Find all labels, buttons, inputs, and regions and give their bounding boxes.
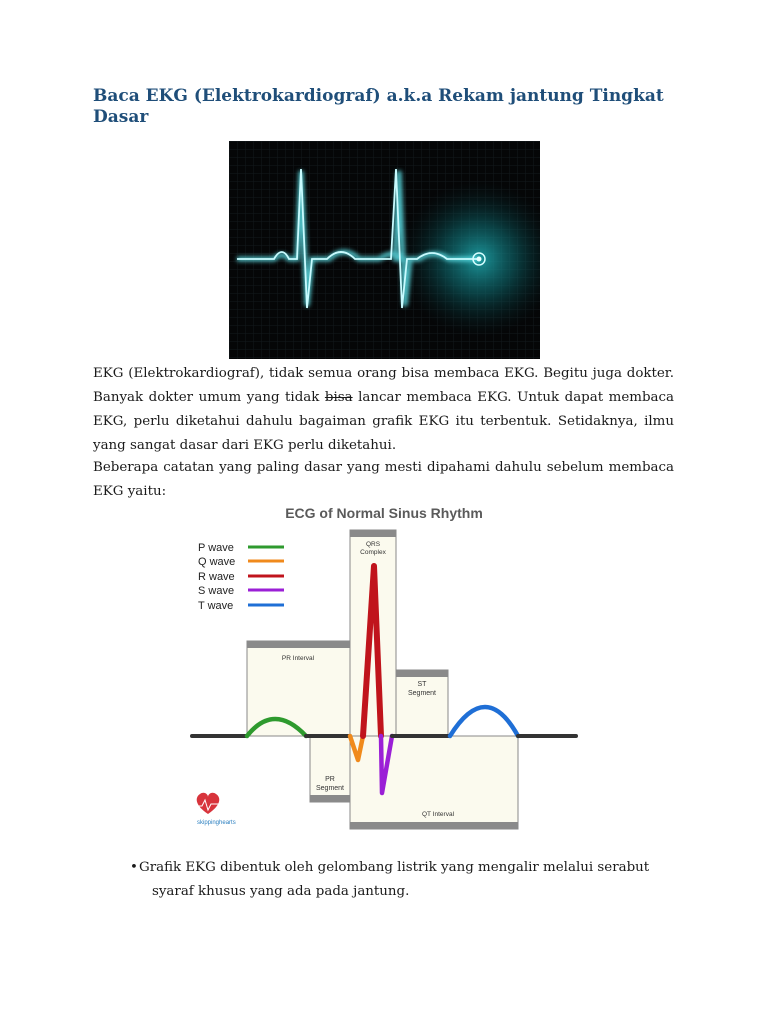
- qt-interval-box: [350, 736, 518, 829]
- legend-r-label: R wave: [198, 571, 235, 583]
- pr-interval-label: PR Interval: [281, 655, 315, 662]
- ecg-heartbeat-image: [229, 141, 540, 359]
- legend-q-label: Q wave: [198, 556, 236, 568]
- ecg-normal-sinus-rhythm-diagram: [188, 498, 580, 836]
- st-label-2: Segment: [407, 690, 437, 697]
- struck-word: bisa: [324, 390, 353, 405]
- logo-text: skippinghearts: [197, 820, 236, 826]
- notes-paragraph: Beberapa catatan yang paling dasar yang mesti dipahami dahulu sebelum membaca EKG yaitu:: [93, 460, 674, 499]
- bullet-item-1: [130, 856, 674, 904]
- legend-s-label: S wave: [198, 585, 235, 597]
- t-wave: [450, 707, 518, 736]
- legend: [198, 542, 284, 612]
- document-title: Baca EKG (Elektrokardiograf) a.k.a Rekam jantung Tingkat Dasar: [93, 86, 664, 127]
- pr-segment-label-2: Segment: [315, 785, 345, 792]
- diagram-title: ECG of Normal Sinus Rhythm: [285, 505, 483, 521]
- intro-paragraph: [93, 362, 674, 458]
- pr-segment-label-1: PR: [325, 776, 335, 783]
- skippinghearts-logo: [196, 793, 236, 826]
- qrs-label-2: Complex: [360, 549, 386, 556]
- pr-segment-box: [310, 736, 350, 802]
- bullet-text-line1: Grafik EKG dibentuk oleh gelombang listrik yang mengalir melalui serabut: [139, 860, 650, 875]
- qrs-complex-box: [350, 530, 396, 736]
- st-label-1: ST: [417, 681, 427, 688]
- st-segment-box: [396, 670, 448, 736]
- intro-text-a: EKG (Elektrokardiograf), tidak semua orang bisa membaca EKG. Begitu juga dokter. Banyak dokter umum yang tidak: [93, 366, 674, 405]
- qt-interval-label: QT Interval: [421, 811, 455, 818]
- legend-p-label: P wave: [198, 542, 234, 554]
- legend-t-label: T wave: [198, 600, 234, 612]
- bullet-text-line2: syaraf khusus yang ada pada jantung.: [152, 884, 410, 899]
- bullet-dot: •: [130, 860, 138, 875]
- intro-text-b: lancar membaca EKG. Untuk dapat membaca EKG, perlu diketahui dahulu bagaiman grafik EKG itu terbentuk. Setidaknya, ilmu yang sangat dasar dari EKG perlu diketahui.: [93, 390, 674, 453]
- qrs-label-1: QRS: [365, 541, 381, 548]
